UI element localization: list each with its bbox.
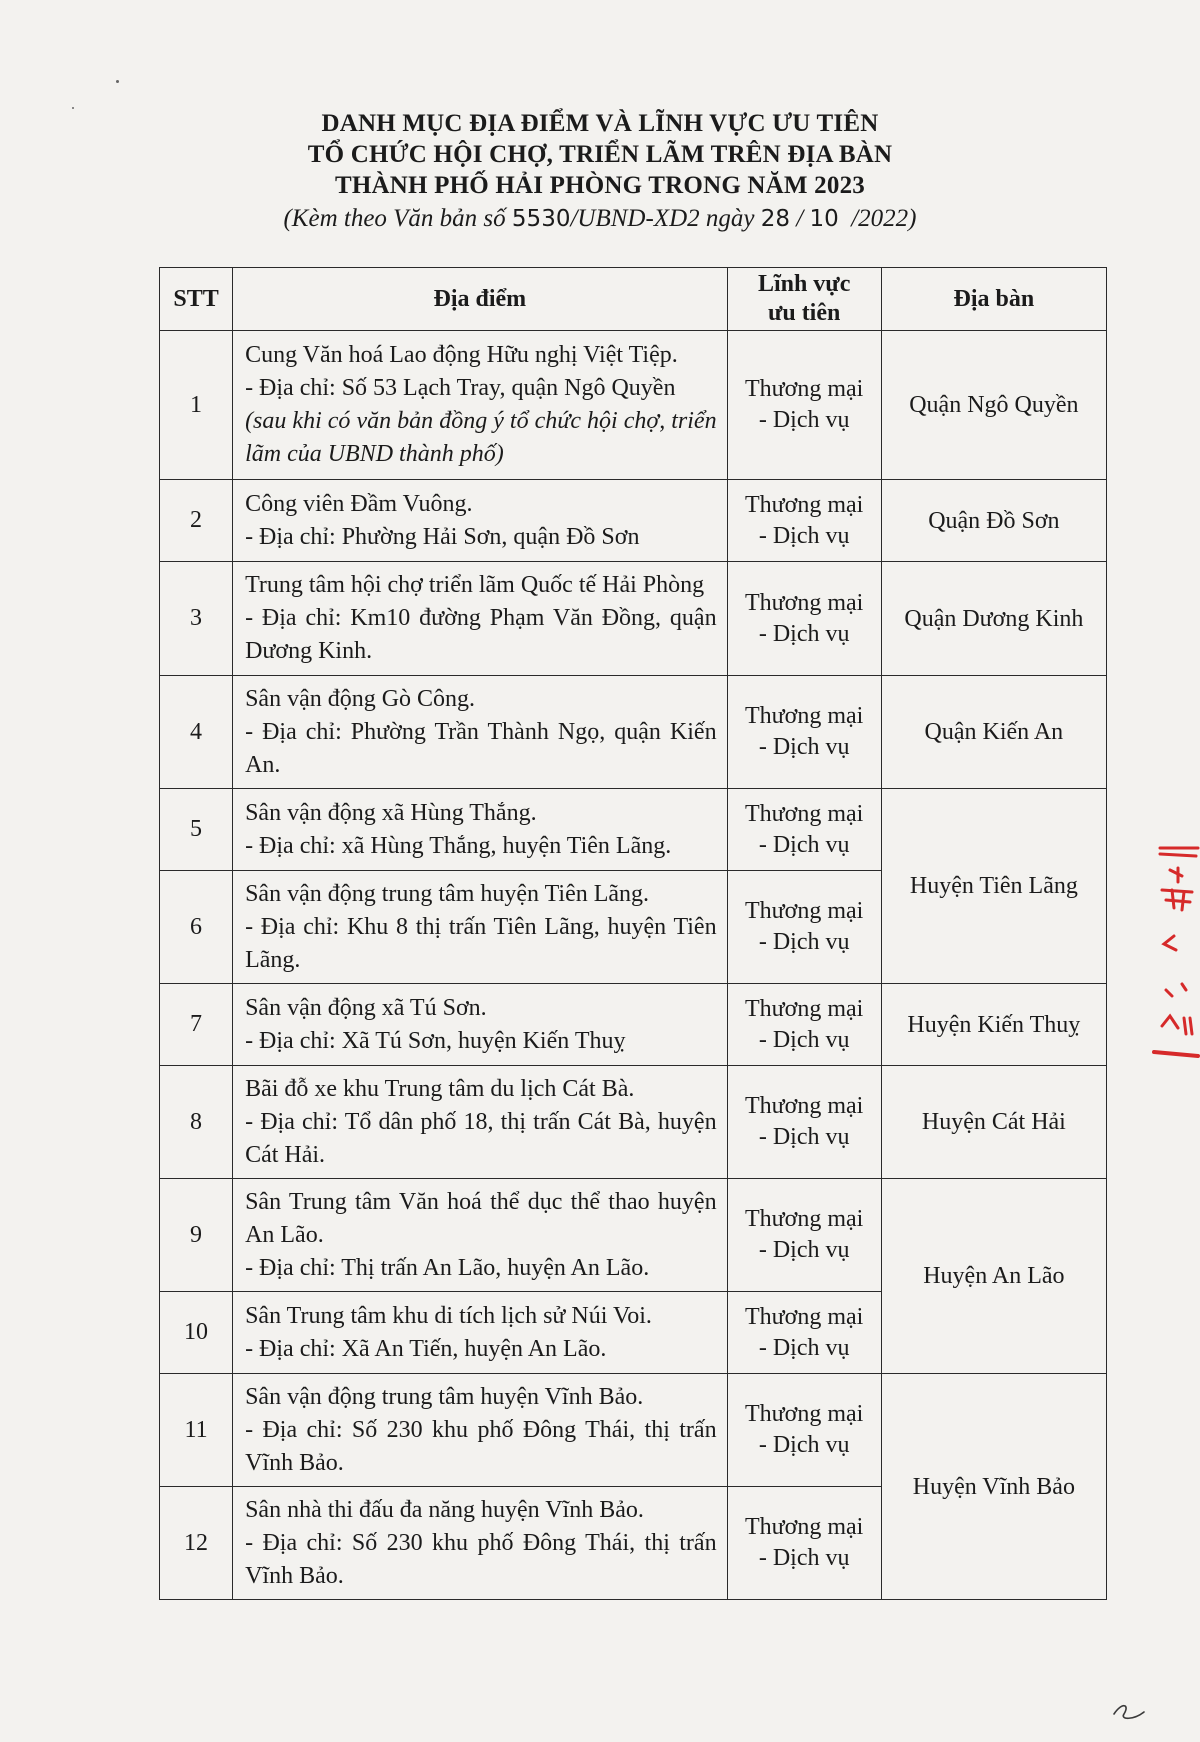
area-cell: Huyện An Lão <box>881 1179 1106 1374</box>
location-name: Sân vận động trung tâm huyện Vĩnh Bảo. <box>245 1383 644 1410</box>
header-field-line2: ưu tiên <box>767 300 841 326</box>
table-row <box>160 1179 1107 1292</box>
field-line1: Thương mại <box>744 800 864 827</box>
location-name: Sân vận động xã Hùng Thắng. <box>245 799 537 826</box>
field-line1: Thương mại <box>744 898 864 924</box>
area-cell: Quận Ngô Quyền <box>881 331 1106 480</box>
handwritten-day: 28 <box>760 206 790 232</box>
field-cell <box>727 789 881 871</box>
field-line2: - Dịch vụ <box>758 1026 850 1053</box>
field-line2: - Dịch vụ <box>758 407 850 433</box>
area-cell: Quận Kiến An <box>881 676 1106 789</box>
field-line1: Thương mại <box>744 1514 864 1540</box>
row-number: 9 <box>160 1179 233 1292</box>
field-cell <box>727 1374 881 1487</box>
area-cell: Huyện Tiên Lãng <box>881 789 1106 984</box>
location-address: - Địa chỉ: Tổ dân phố 18, thị trấn Cát Bà, huyện Cát Hải. <box>245 1108 717 1168</box>
field-line2: - Dịch vụ <box>758 1432 850 1458</box>
row-number: 3 <box>160 562 233 676</box>
scan-speck <box>116 80 119 83</box>
field-line2: - Dịch vụ <box>758 929 850 955</box>
document-title <box>160 108 1040 235</box>
field-line1: Thương mại <box>744 589 864 616</box>
field-cell <box>727 562 881 676</box>
location-name: Sân vận động xã Tú Sơn. <box>245 994 487 1021</box>
table-row <box>160 331 1107 480</box>
row-number: 5 <box>160 789 233 871</box>
handwritten-mark <box>1110 1700 1150 1724</box>
location-address: - Địa chỉ: Km10 đường Phạm Văn Đồng, quận Dương Kinh. <box>245 605 717 664</box>
table-row <box>160 562 1107 676</box>
table-row <box>160 1374 1107 1487</box>
area-cell: Quận Dương Kinh <box>881 562 1106 676</box>
row-number: 12 <box>160 1487 233 1600</box>
title-line-1: DANH MỤC ĐỊA ĐIỂM VÀ LĨNH VỰC ƯU TIÊN <box>321 110 879 137</box>
row-number: 1 <box>160 331 233 480</box>
header-location: Địa điểm <box>233 268 728 331</box>
handwritten-doc-number: 5530 <box>511 206 571 232</box>
field-cell <box>727 984 881 1066</box>
location-address: - Địa chỉ: Số 230 khu phố Đông Thái, thị trấn Vĩnh Bảo. <box>245 1416 717 1476</box>
field-line2: - Dịch vụ <box>758 1545 850 1571</box>
location-note: (sau khi có văn bản đồng ý tổ chức hội chợ, triển lãm của UBND thành phố) <box>245 408 717 467</box>
row-number: 10 <box>160 1292 233 1374</box>
field-cell <box>727 676 881 789</box>
row-number: 4 <box>160 676 233 789</box>
location-name: Cung Văn hoá Lao động Hữu nghị Việt Tiệp. <box>245 342 678 368</box>
table-row <box>160 676 1107 789</box>
field-line1: Thương mại <box>744 703 864 729</box>
field-line2: - Dịch vụ <box>758 1334 850 1361</box>
table-header-row <box>160 268 1107 331</box>
location-address: - Địa chỉ: Phường Trần Thành Ngọ, quận Kiến An. <box>245 718 717 778</box>
reference-prefix: (Kèm theo Văn bản số <box>283 205 506 232</box>
location-cell <box>233 1066 728 1179</box>
field-cell <box>727 1179 881 1292</box>
location-cell <box>233 480 728 562</box>
field-cell <box>727 331 881 480</box>
field-line1: Thương mại <box>744 376 864 402</box>
location-name: Sân nhà thi đấu đa năng huyện Vĩnh Bảo. <box>245 1496 644 1523</box>
location-address: - Địa chỉ: Thị trấn An Lão, huyện An Lão. <box>245 1254 650 1281</box>
field-line1: Thương mại <box>744 1093 864 1119</box>
location-address: - Địa chỉ: Xã An Tiến, huyện An Lão. <box>245 1335 607 1362</box>
location-cell <box>233 871 728 984</box>
location-name: Bãi đỗ xe khu Trung tâm du lịch Cát Bà. <box>245 1075 635 1102</box>
row-number: 7 <box>160 984 233 1066</box>
location-name: Sân Trung tâm Văn hoá thể dục thể thao huyện An Lão. <box>245 1188 717 1248</box>
field-line1: Thương mại <box>744 1401 864 1427</box>
header-area: Địa bàn <box>881 268 1106 331</box>
field-cell <box>727 1487 881 1600</box>
table-row <box>160 984 1107 1066</box>
locations-table <box>159 267 1107 1600</box>
location-name: Công viên Đầm Vuông. <box>245 490 473 517</box>
seal-stamp-fragment <box>1152 840 1200 1070</box>
location-cell <box>233 1179 728 1292</box>
document-reference: (Kèm theo Văn bản số 5530/UBND-XD2 ngày 28 / 10 /2022) <box>283 205 917 232</box>
location-address: - Địa chỉ: Khu 8 thị trấn Tiên Lãng, huyện Tiên Lãng. <box>245 913 717 973</box>
handwritten-month: 10 <box>809 206 839 232</box>
field-line1: Thương mại <box>744 1206 864 1232</box>
table-row <box>160 480 1107 562</box>
location-address: - Địa chỉ: Số 230 khu phố Đông Thái, thị trấn Vĩnh Bảo. <box>245 1529 717 1589</box>
reference-suffix: /2022) <box>851 205 917 232</box>
table-row <box>160 789 1107 871</box>
field-cell <box>727 480 881 562</box>
field-line1: Thương mại <box>744 491 864 518</box>
field-cell <box>727 871 881 984</box>
field-cell <box>727 1066 881 1179</box>
header-field <box>727 268 881 331</box>
header-stt: STT <box>160 268 233 331</box>
field-line2: - Dịch vụ <box>758 1237 850 1263</box>
area-cell: Huyện Kiến Thuỵ <box>881 984 1106 1066</box>
row-number: 11 <box>160 1374 233 1487</box>
row-number: 8 <box>160 1066 233 1179</box>
location-name: Sân vận động Gò Công. <box>245 685 476 712</box>
field-line2: - Dịch vụ <box>758 620 850 647</box>
row-number: 2 <box>160 480 233 562</box>
area-cell: Quận Đồ Sơn <box>881 480 1106 562</box>
location-address: - Địa chỉ: Số 53 Lạch Tray, quận Ngô Quyền <box>245 375 676 401</box>
location-name: Sân Trung tâm khu di tích lịch sử Núi Voi. <box>245 1302 652 1329</box>
area-cell: Huyện Cát Hải <box>881 1066 1106 1179</box>
scan-speck <box>72 107 74 109</box>
field-line1: Thương mại <box>744 995 864 1022</box>
title-line-3: THÀNH PHỐ HẢI PHÒNG TRONG NĂM 2023 <box>335 172 865 199</box>
location-address: - Địa chỉ: Phường Hải Sơn, quận Đồ Sơn <box>245 523 640 550</box>
area-cell: Huyện Vĩnh Bảo <box>881 1374 1106 1600</box>
reference-mid: /UBND-XD2 ngày <box>570 205 755 232</box>
location-cell <box>233 1292 728 1374</box>
field-line1: Thương mại <box>744 1303 864 1330</box>
header-field-line1: Lĩnh vực <box>757 271 851 297</box>
location-cell <box>233 984 728 1066</box>
field-line2: - Dịch vụ <box>758 522 850 549</box>
location-name: Sân vận động trung tâm huyện Tiên Lãng. <box>245 880 650 907</box>
field-cell <box>727 1292 881 1374</box>
field-line2: - Dịch vụ <box>758 1124 850 1150</box>
location-cell <box>233 676 728 789</box>
location-address: - Địa chỉ: xã Hùng Thắng, huyện Tiên Lãng. <box>245 832 672 859</box>
field-line2: - Dịch vụ <box>758 831 850 858</box>
title-line-2: TỔ CHỨC HỘI CHỢ, TRIỂN LÃM TRÊN ĐỊA BÀN <box>307 141 893 168</box>
location-cell <box>233 562 728 676</box>
location-cell <box>233 1487 728 1600</box>
table-row <box>160 1066 1107 1179</box>
location-cell <box>233 1374 728 1487</box>
row-number: 6 <box>160 871 233 984</box>
field-line2: - Dịch vụ <box>758 734 850 760</box>
location-cell <box>233 789 728 871</box>
location-address: - Địa chỉ: Xã Tú Sơn, huyện Kiến Thuỵ <box>245 1027 626 1054</box>
location-name: Trung tâm hội chợ triển lãm Quốc tế Hải Phòng <box>245 572 705 598</box>
location-cell <box>233 331 728 480</box>
